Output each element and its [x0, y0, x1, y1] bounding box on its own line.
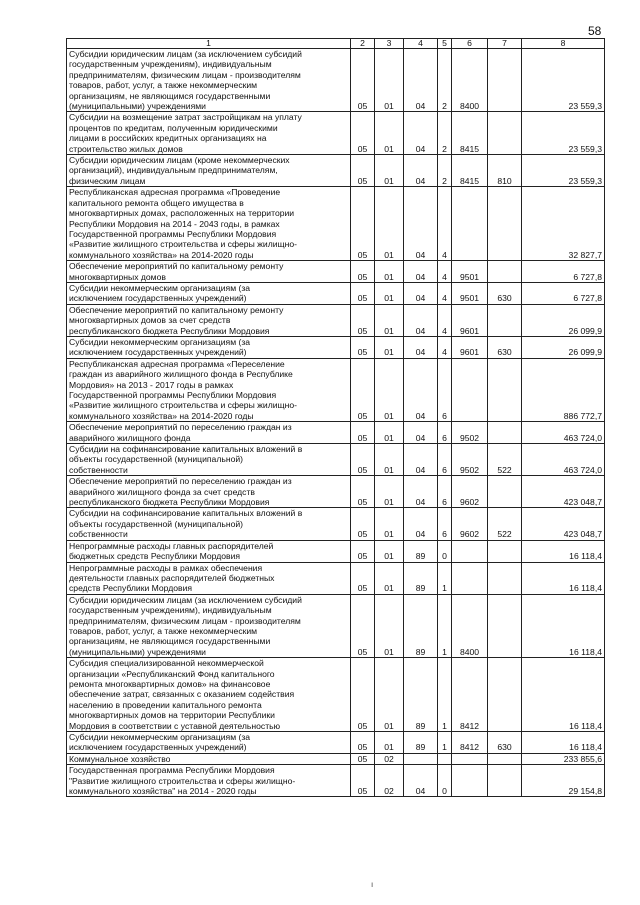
- expense-type-cell: [488, 540, 522, 562]
- subprogram-code-cell: 6: [438, 422, 452, 444]
- target-code-cell: 8415: [452, 112, 488, 155]
- table-row: [67, 476, 605, 508]
- subprogram-code-cell: 6: [438, 444, 452, 476]
- amount-cell: 16 118,4: [522, 732, 605, 754]
- subsection-code-cell: 01: [375, 187, 404, 261]
- section-code-cell: 05: [351, 562, 375, 594]
- subsection-code-cell: 01: [375, 444, 404, 476]
- header-cell: 1: [67, 39, 351, 49]
- subsection-code-cell: 01: [375, 562, 404, 594]
- expense-type-cell: 810: [488, 155, 522, 187]
- page-number: 58: [588, 24, 602, 38]
- subprogram-code-cell: 6: [438, 476, 452, 508]
- amount-cell: 23 559,3: [522, 49, 605, 112]
- amount-cell: 32 827,7: [522, 187, 605, 261]
- subprogram-code-cell: 4: [438, 304, 452, 336]
- amount-cell: 23 559,3: [522, 155, 605, 187]
- subprogram-code-cell: 1: [438, 658, 452, 732]
- target-code-cell: [452, 765, 488, 797]
- target-code-cell: 9602: [452, 476, 488, 508]
- amount-cell: 26 099,9: [522, 304, 605, 336]
- expense-type-cell: [488, 753, 522, 764]
- table-row: [67, 155, 605, 187]
- subsection-code-cell: 01: [375, 358, 404, 421]
- subsection-code-cell: 02: [375, 753, 404, 764]
- row-name-cell: Субсидия специализированной некоммерческой организации «Республиканский Фонд капитального ремонта многоквартирных домов» на финансовое обеспечение затрат, связанных с оказанием содействия населению в проведении капитального ремонта многоквартирных домов на территории Республики Мордовия в соответствии с уставной деятельностью: [67, 658, 351, 732]
- table-row: [67, 594, 605, 657]
- table-row: [67, 508, 605, 540]
- section-code-cell: 05: [351, 49, 375, 112]
- expense-type-cell: [488, 594, 522, 657]
- program-code-cell: 04: [404, 155, 438, 187]
- subsection-code-cell: 01: [375, 155, 404, 187]
- amount-cell: 423 048,7: [522, 476, 605, 508]
- subsection-code-cell: 01: [375, 540, 404, 562]
- target-code-cell: 8400: [452, 49, 488, 112]
- section-code-cell: 05: [351, 187, 375, 261]
- header-cell: 2: [351, 39, 375, 49]
- budget-table: [66, 38, 605, 797]
- row-name-cell: Обеспечение мероприятий по капитальному ремонту многоквартирных домов за счет средств республиканского бюджета Республики Мордовия: [67, 304, 351, 336]
- program-code-cell: 89: [404, 540, 438, 562]
- section-code-cell: 05: [351, 508, 375, 540]
- target-code-cell: 9602: [452, 508, 488, 540]
- target-code-cell: 9601: [452, 304, 488, 336]
- subsection-code-cell: 01: [375, 508, 404, 540]
- amount-cell: 463 724,0: [522, 444, 605, 476]
- table-row: [67, 49, 605, 112]
- table-row: [67, 336, 605, 358]
- amount-cell: 16 118,4: [522, 562, 605, 594]
- subsection-code-cell: 01: [375, 112, 404, 155]
- row-name-cell: Субсидии юридическим лицам (за исключением субсидий государственным учреждениям), индивидуальным предпринимателям, физическим лицам - производителям товаров, работ, услуг, а также некоммерческим организациям, не являющимся государственными (муниципальными) учреждениями: [67, 594, 351, 657]
- target-code-cell: [452, 753, 488, 764]
- amount-cell: 6 727,8: [522, 282, 605, 304]
- table-row: [67, 261, 605, 283]
- subsection-code-cell: 01: [375, 658, 404, 732]
- table-row: [67, 112, 605, 155]
- section-code-cell: 05: [351, 112, 375, 155]
- amount-cell: 16 118,4: [522, 540, 605, 562]
- subprogram-code-cell: 6: [438, 358, 452, 421]
- target-code-cell: 9502: [452, 422, 488, 444]
- program-code-cell: 04: [404, 187, 438, 261]
- bottom-mark: ı: [371, 880, 374, 889]
- section-code-cell: 05: [351, 540, 375, 562]
- program-code-cell: 89: [404, 658, 438, 732]
- program-code-cell: 04: [404, 358, 438, 421]
- program-code-cell: 04: [404, 304, 438, 336]
- table-row: [67, 304, 605, 336]
- subprogram-code-cell: 0: [438, 540, 452, 562]
- row-name-cell: Непрограммные расходы главных распорядителей бюджетных средств Республики Мордовия: [67, 540, 351, 562]
- section-code-cell: 05: [351, 261, 375, 283]
- amount-cell: 29 154,8: [522, 765, 605, 797]
- expense-type-cell: 630: [488, 732, 522, 754]
- target-code-cell: 9601: [452, 336, 488, 358]
- section-code-cell: 05: [351, 444, 375, 476]
- row-name-cell: Коммунальное хозяйство: [67, 753, 351, 764]
- subprogram-code-cell: [438, 753, 452, 764]
- amount-cell: 463 724,0: [522, 422, 605, 444]
- program-code-cell: 04: [404, 765, 438, 797]
- expense-type-cell: [488, 422, 522, 444]
- amount-cell: 16 118,4: [522, 594, 605, 657]
- expense-type-cell: [488, 304, 522, 336]
- section-code-cell: 05: [351, 753, 375, 764]
- target-code-cell: 9501: [452, 261, 488, 283]
- expense-type-cell: [488, 765, 522, 797]
- subprogram-code-cell: 2: [438, 112, 452, 155]
- expense-type-cell: [488, 112, 522, 155]
- subprogram-code-cell: 4: [438, 187, 452, 261]
- target-code-cell: 8412: [452, 658, 488, 732]
- subsection-code-cell: 01: [375, 732, 404, 754]
- amount-cell: 26 099,9: [522, 336, 605, 358]
- target-code-cell: 8415: [452, 155, 488, 187]
- table-row: [67, 358, 605, 421]
- row-name-cell: Обеспечение мероприятий по переселению граждан из аварийного жилищного фонда: [67, 422, 351, 444]
- target-code-cell: [452, 562, 488, 594]
- expense-type-cell: 522: [488, 444, 522, 476]
- expense-type-cell: [488, 358, 522, 421]
- program-code-cell: 04: [404, 476, 438, 508]
- table-header-row: [67, 39, 605, 49]
- target-code-cell: 8412: [452, 732, 488, 754]
- row-name-cell: Республиканская адресная программа «Проведение капитального ремонта общего имущества в многоквартирных домах, расположенных на территории Республики Мордовия на 2014 - 2043 годы, в рамках Государственной программы Республики Мордовия «Развитие жилищного строительства и сферы жилищно- коммунального хозяйства» на 2014-2020 годы: [67, 187, 351, 261]
- amount-cell: 6 727,8: [522, 261, 605, 283]
- row-name-cell: Республиканская адресная программа «Переселение граждан из аварийного жилищного фонда в Республике Мордовия» на 2013 - 2017 годы в рамках Государственной программы Республики Мордовия «Развитие жилищного строительства и сферы жилищно- коммунального хозяйства» на 2014-2020 годы: [67, 358, 351, 421]
- row-name-cell: Субсидии некоммерческим организациям (за исключением государственных учреждений): [67, 282, 351, 304]
- program-code-cell: 04: [404, 282, 438, 304]
- program-code-cell: 04: [404, 422, 438, 444]
- program-code-cell: [404, 753, 438, 764]
- target-code-cell: [452, 358, 488, 421]
- row-name-cell: Непрограммные расходы в рамках обеспечения деятельности главных распорядителей бюджетных средств Республики Мордовия: [67, 562, 351, 594]
- expense-type-cell: 630: [488, 282, 522, 304]
- program-code-cell: 89: [404, 594, 438, 657]
- program-code-cell: 04: [404, 444, 438, 476]
- row-name-cell: Субсидии некоммерческим организациям (за исключением государственных учреждений): [67, 336, 351, 358]
- expense-type-cell: 522: [488, 508, 522, 540]
- header-cell: 6: [452, 39, 488, 49]
- subprogram-code-cell: 2: [438, 155, 452, 187]
- program-code-cell: 04: [404, 508, 438, 540]
- subprogram-code-cell: 1: [438, 594, 452, 657]
- subprogram-code-cell: 1: [438, 562, 452, 594]
- expense-type-cell: [488, 261, 522, 283]
- subprogram-code-cell: 2: [438, 49, 452, 112]
- subsection-code-cell: 01: [375, 476, 404, 508]
- subprogram-code-cell: 1: [438, 732, 452, 754]
- subsection-code-cell: 01: [375, 49, 404, 112]
- row-name-cell: Государственная программа Республики Мордовия "Развитие жилищного строительства и сферы жилищно- коммунального хозяйства" на 2014 - 2020 годы: [67, 765, 351, 797]
- row-name-cell: Субсидии на возмещение затрат застройщикам на уплату процентов по кредитам, полученным юридическими лицами в российских кредитных организациях на строительство жилых домов: [67, 112, 351, 155]
- table-row: [67, 282, 605, 304]
- header-cell: 3: [375, 39, 404, 49]
- section-code-cell: 05: [351, 765, 375, 797]
- expense-type-cell: 630: [488, 336, 522, 358]
- expense-type-cell: [488, 49, 522, 112]
- expense-type-cell: [488, 187, 522, 261]
- amount-cell: 16 118,4: [522, 658, 605, 732]
- subsection-code-cell: 01: [375, 282, 404, 304]
- row-name-cell: Обеспечение мероприятий по переселению граждан из аварийного жилищного фонда за счет средств республиканского бюджета Республики Мордовия: [67, 476, 351, 508]
- subprogram-code-cell: 4: [438, 282, 452, 304]
- subsection-code-cell: 01: [375, 261, 404, 283]
- program-code-cell: 04: [404, 49, 438, 112]
- table-row: [67, 187, 605, 261]
- table-row: [67, 753, 605, 764]
- row-name-cell: Субсидии некоммерческим организациям (за исключением государственных учреждений): [67, 732, 351, 754]
- expense-type-cell: [488, 562, 522, 594]
- row-name-cell: Обеспечение мероприятий по капитальному ремонту многоквартирных домов: [67, 261, 351, 283]
- subsection-code-cell: 01: [375, 594, 404, 657]
- table-row: [67, 540, 605, 562]
- expense-type-cell: [488, 658, 522, 732]
- subsection-code-cell: 02: [375, 765, 404, 797]
- header-cell: 7: [488, 39, 522, 49]
- program-code-cell: 89: [404, 732, 438, 754]
- section-code-cell: 05: [351, 594, 375, 657]
- subprogram-code-cell: 4: [438, 336, 452, 358]
- target-code-cell: [452, 187, 488, 261]
- table-row: [67, 562, 605, 594]
- section-code-cell: 05: [351, 732, 375, 754]
- subprogram-code-cell: 6: [438, 508, 452, 540]
- row-name-cell: Субсидии на софинансирование капитальных вложений в объекты государственной (муниципальной) собственности: [67, 444, 351, 476]
- subprogram-code-cell: 0: [438, 765, 452, 797]
- section-code-cell: 05: [351, 304, 375, 336]
- table-row: [67, 444, 605, 476]
- section-code-cell: 05: [351, 155, 375, 187]
- row-name-cell: Субсидии на софинансирование капитальных вложений в объекты государственной (муниципальной) собственности: [67, 508, 351, 540]
- subsection-code-cell: 01: [375, 304, 404, 336]
- section-code-cell: 05: [351, 658, 375, 732]
- header-cell: 5: [438, 39, 452, 49]
- subsection-code-cell: 01: [375, 336, 404, 358]
- header-cell: 8: [522, 39, 605, 49]
- table-row: [67, 732, 605, 754]
- program-code-cell: 04: [404, 261, 438, 283]
- target-code-cell: 9502: [452, 444, 488, 476]
- subprogram-code-cell: 4: [438, 261, 452, 283]
- row-name-cell: Субсидии юридическим лицам (за исключением субсидий государственным учреждениям), индивидуальным предпринимателям, физическим лицам - производителям товаров, работ, услуг, а также некоммерческим организациям, не являющимся государственными (муниципальными) учреждениями: [67, 49, 351, 112]
- program-code-cell: 04: [404, 336, 438, 358]
- subsection-code-cell: 01: [375, 422, 404, 444]
- program-code-cell: 04: [404, 112, 438, 155]
- amount-cell: 886 772,7: [522, 358, 605, 421]
- table-row: [67, 765, 605, 797]
- target-code-cell: 9501: [452, 282, 488, 304]
- header-cell: 4: [404, 39, 438, 49]
- amount-cell: 23 559,3: [522, 112, 605, 155]
- expense-type-cell: [488, 476, 522, 508]
- row-name-cell: Субсидии юридическим лицам (кроме некоммерческих организаций), индивидуальным предпринимателям, физическим лицам: [67, 155, 351, 187]
- target-code-cell: 8400: [452, 594, 488, 657]
- table-row: [67, 658, 605, 732]
- table-row: [67, 422, 605, 444]
- amount-cell: 233 855,6: [522, 753, 605, 764]
- section-code-cell: 05: [351, 336, 375, 358]
- section-code-cell: 05: [351, 282, 375, 304]
- section-code-cell: 05: [351, 476, 375, 508]
- section-code-cell: 05: [351, 358, 375, 421]
- target-code-cell: [452, 540, 488, 562]
- program-code-cell: 89: [404, 562, 438, 594]
- section-code-cell: 05: [351, 422, 375, 444]
- amount-cell: 423 048,7: [522, 508, 605, 540]
